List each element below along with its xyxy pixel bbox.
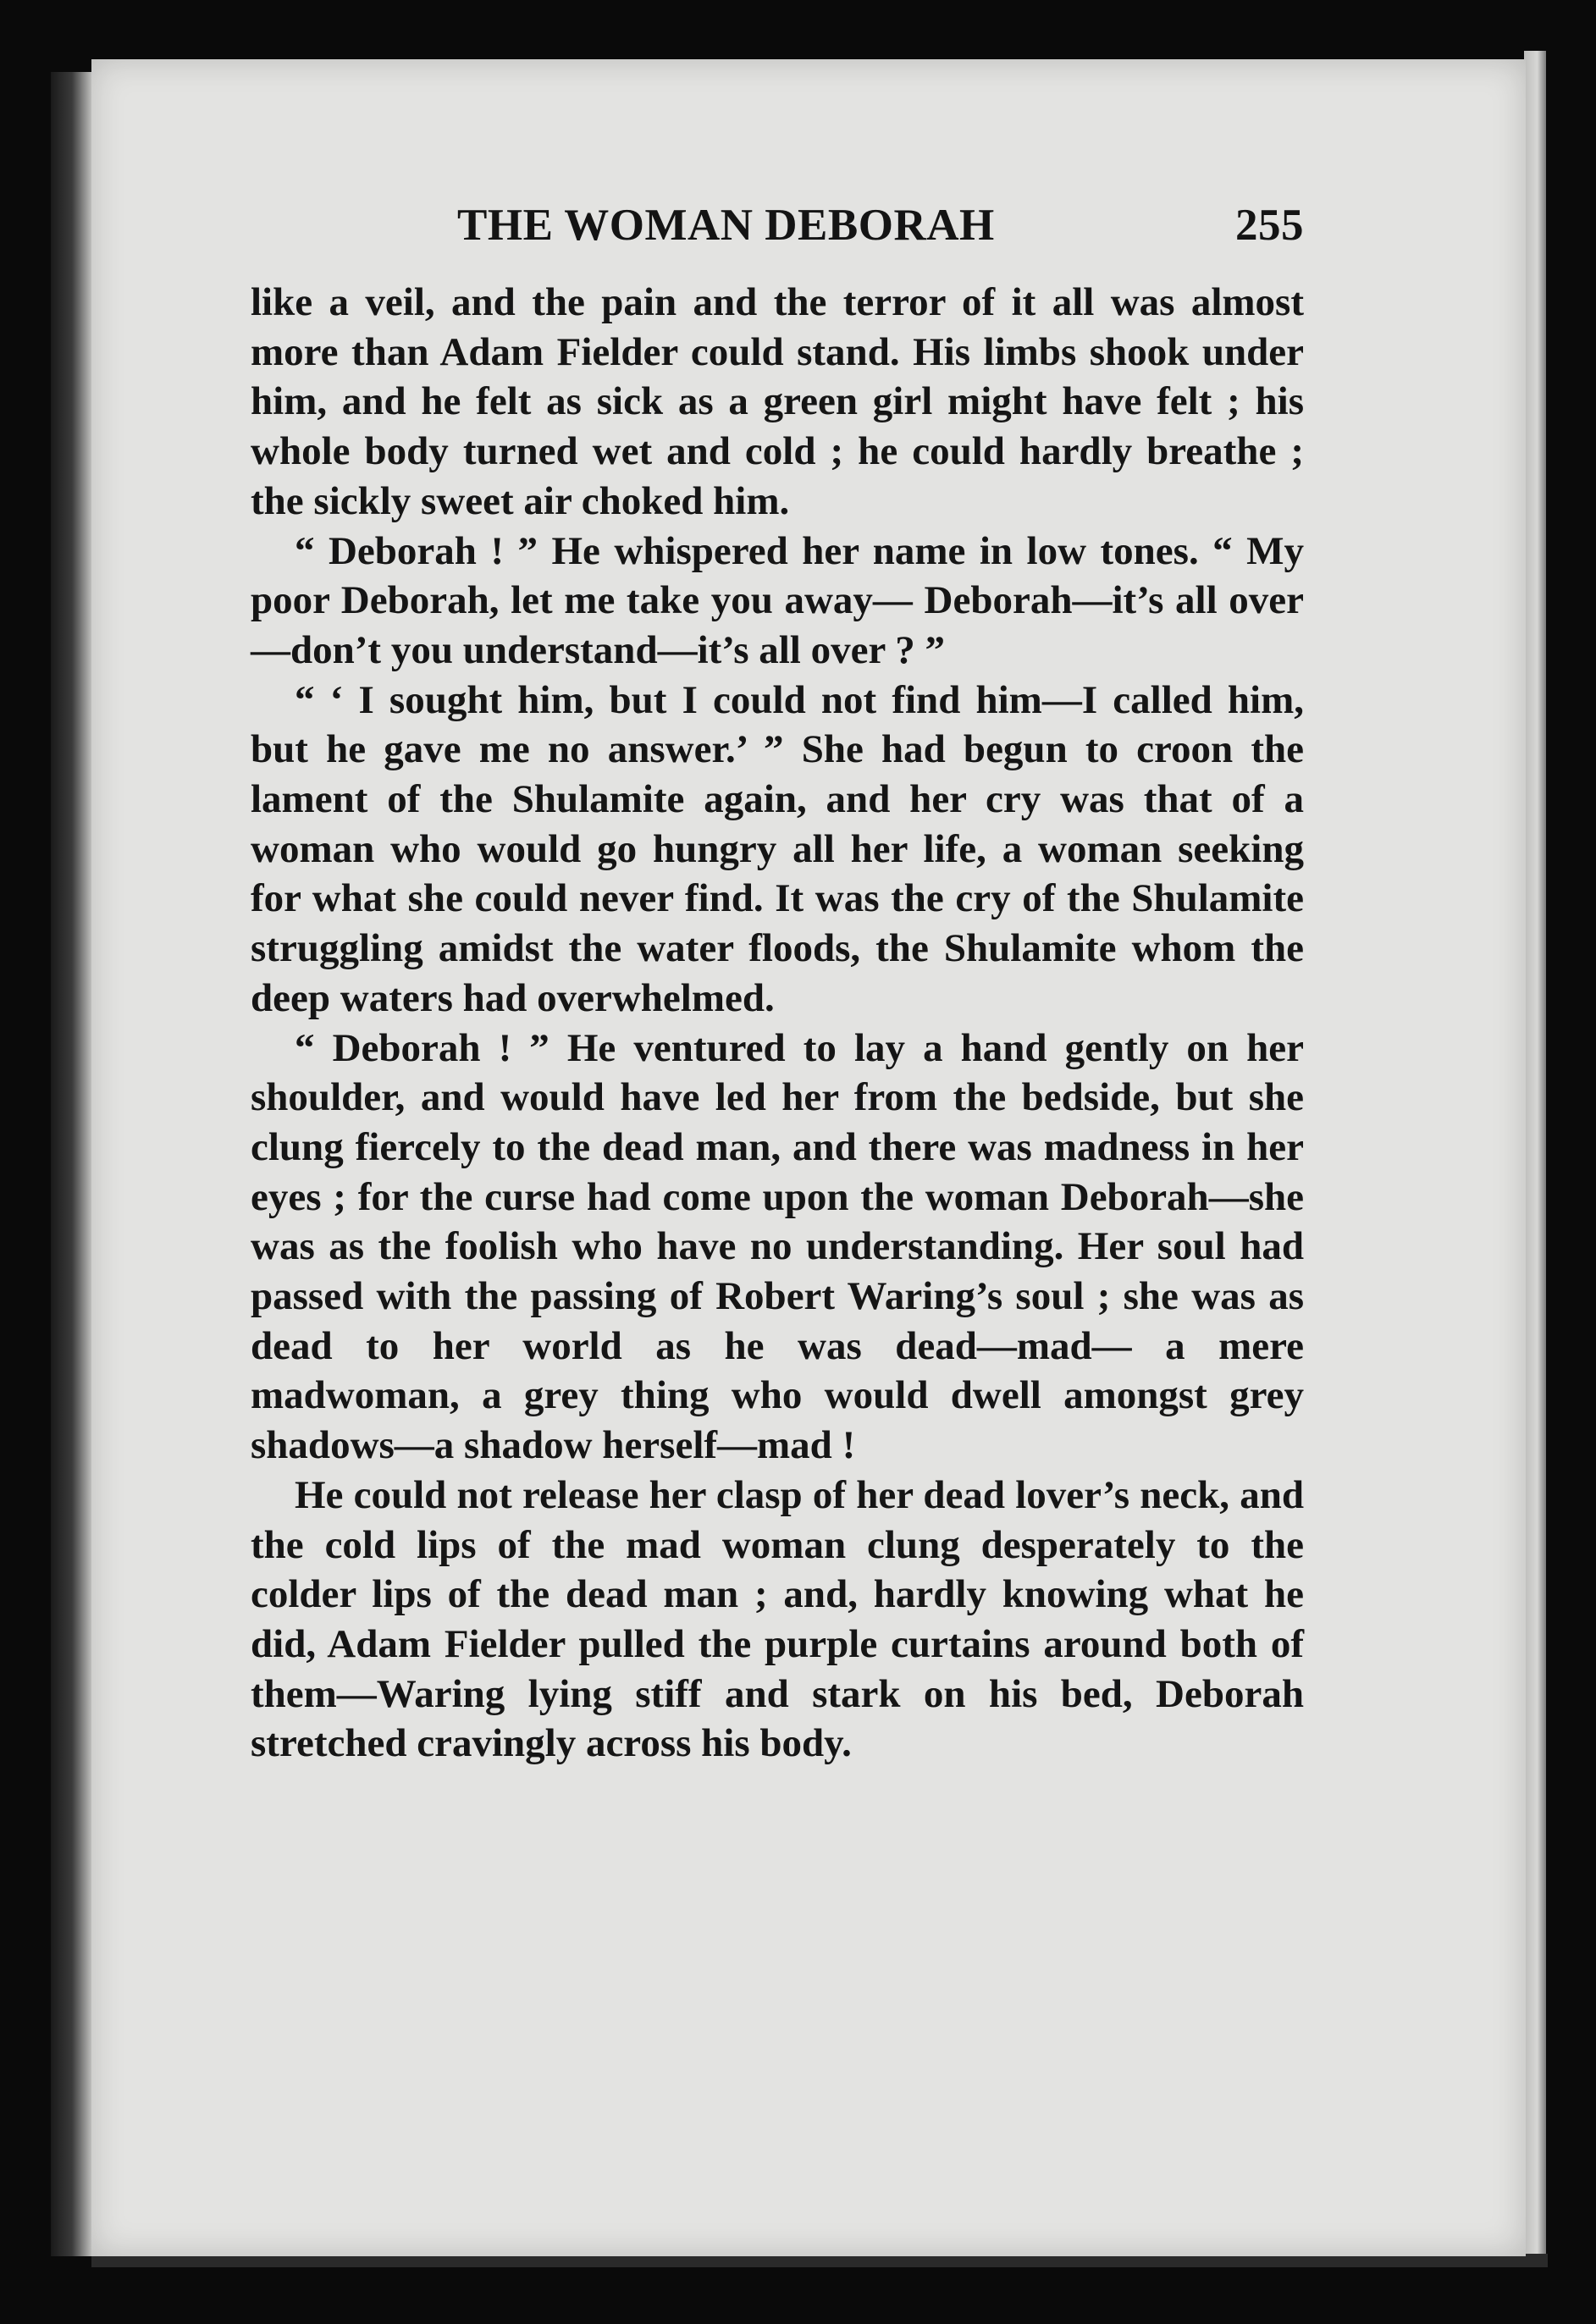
page-left-edge: [51, 72, 93, 2256]
paragraph-2: “ Deborah ! ” He whispered her name in low tones. “ My poor Deborah, let me take you away— Deborah—it’s all over—don’t you understand—it’s all over ? ”: [251, 528, 1304, 672]
running-head: [457, 200, 1304, 259]
running-title: THE WOMAN DEBORAH: [457, 201, 995, 250]
page-right-edge: [1524, 51, 1546, 2261]
paragraph-4: “ Deborah ! ” He ventured to lay a hand gently on her shoulder, and would have led her from the bedside, but she clung fiercely to the dead man, and there was madness in her eyes ; for the curse had come upon the woman Deborah—she was as the foolish who have no understanding. Her soul had passed with the passing of Robert Waring’s soul ; she was as dead to her world as he was dead—mad— a mere madwoman, a grey thing who would dwell amongst grey shadows—a shadow herself—mad !: [251, 1025, 1304, 1468]
body-text: [251, 278, 1304, 1769]
paragraph-3: “ ‘ I sought him, but I could not find him—I called him, but he gave me no answer.’ ” She had begun to croon the lament of the Shulamite again, and her cry was that of a woman who would go hungry all her life, a woman seeking for what she could never find. It was the cry of the Shulamite struggling amidst the water floods, the Shulamite whom the deep waters had overwhelmed.: [251, 677, 1304, 1020]
page-number: 255: [1235, 201, 1304, 250]
paragraph-5: He could not release her clasp of her dead lover’s neck, and the cold lips of the mad woman clung desperately to the colder lips of the dead man ; and, hardly knowing what he did, Adam Fielder pulled the purple curtains around both of them—Waring lying stiff and stark on his bed, Deborah stretched cravingly across his body.: [251, 1472, 1304, 1766]
paragraph-1: like a veil, and the pain and the terror of it all was almost more than Adam Fielder could stand. His limbs shook under him, and he felt as sick as a green girl might have felt ; his whole body turned wet and cold ; he could hardly breathe ; the sickly sweet air choked him.: [251, 280, 1304, 523]
